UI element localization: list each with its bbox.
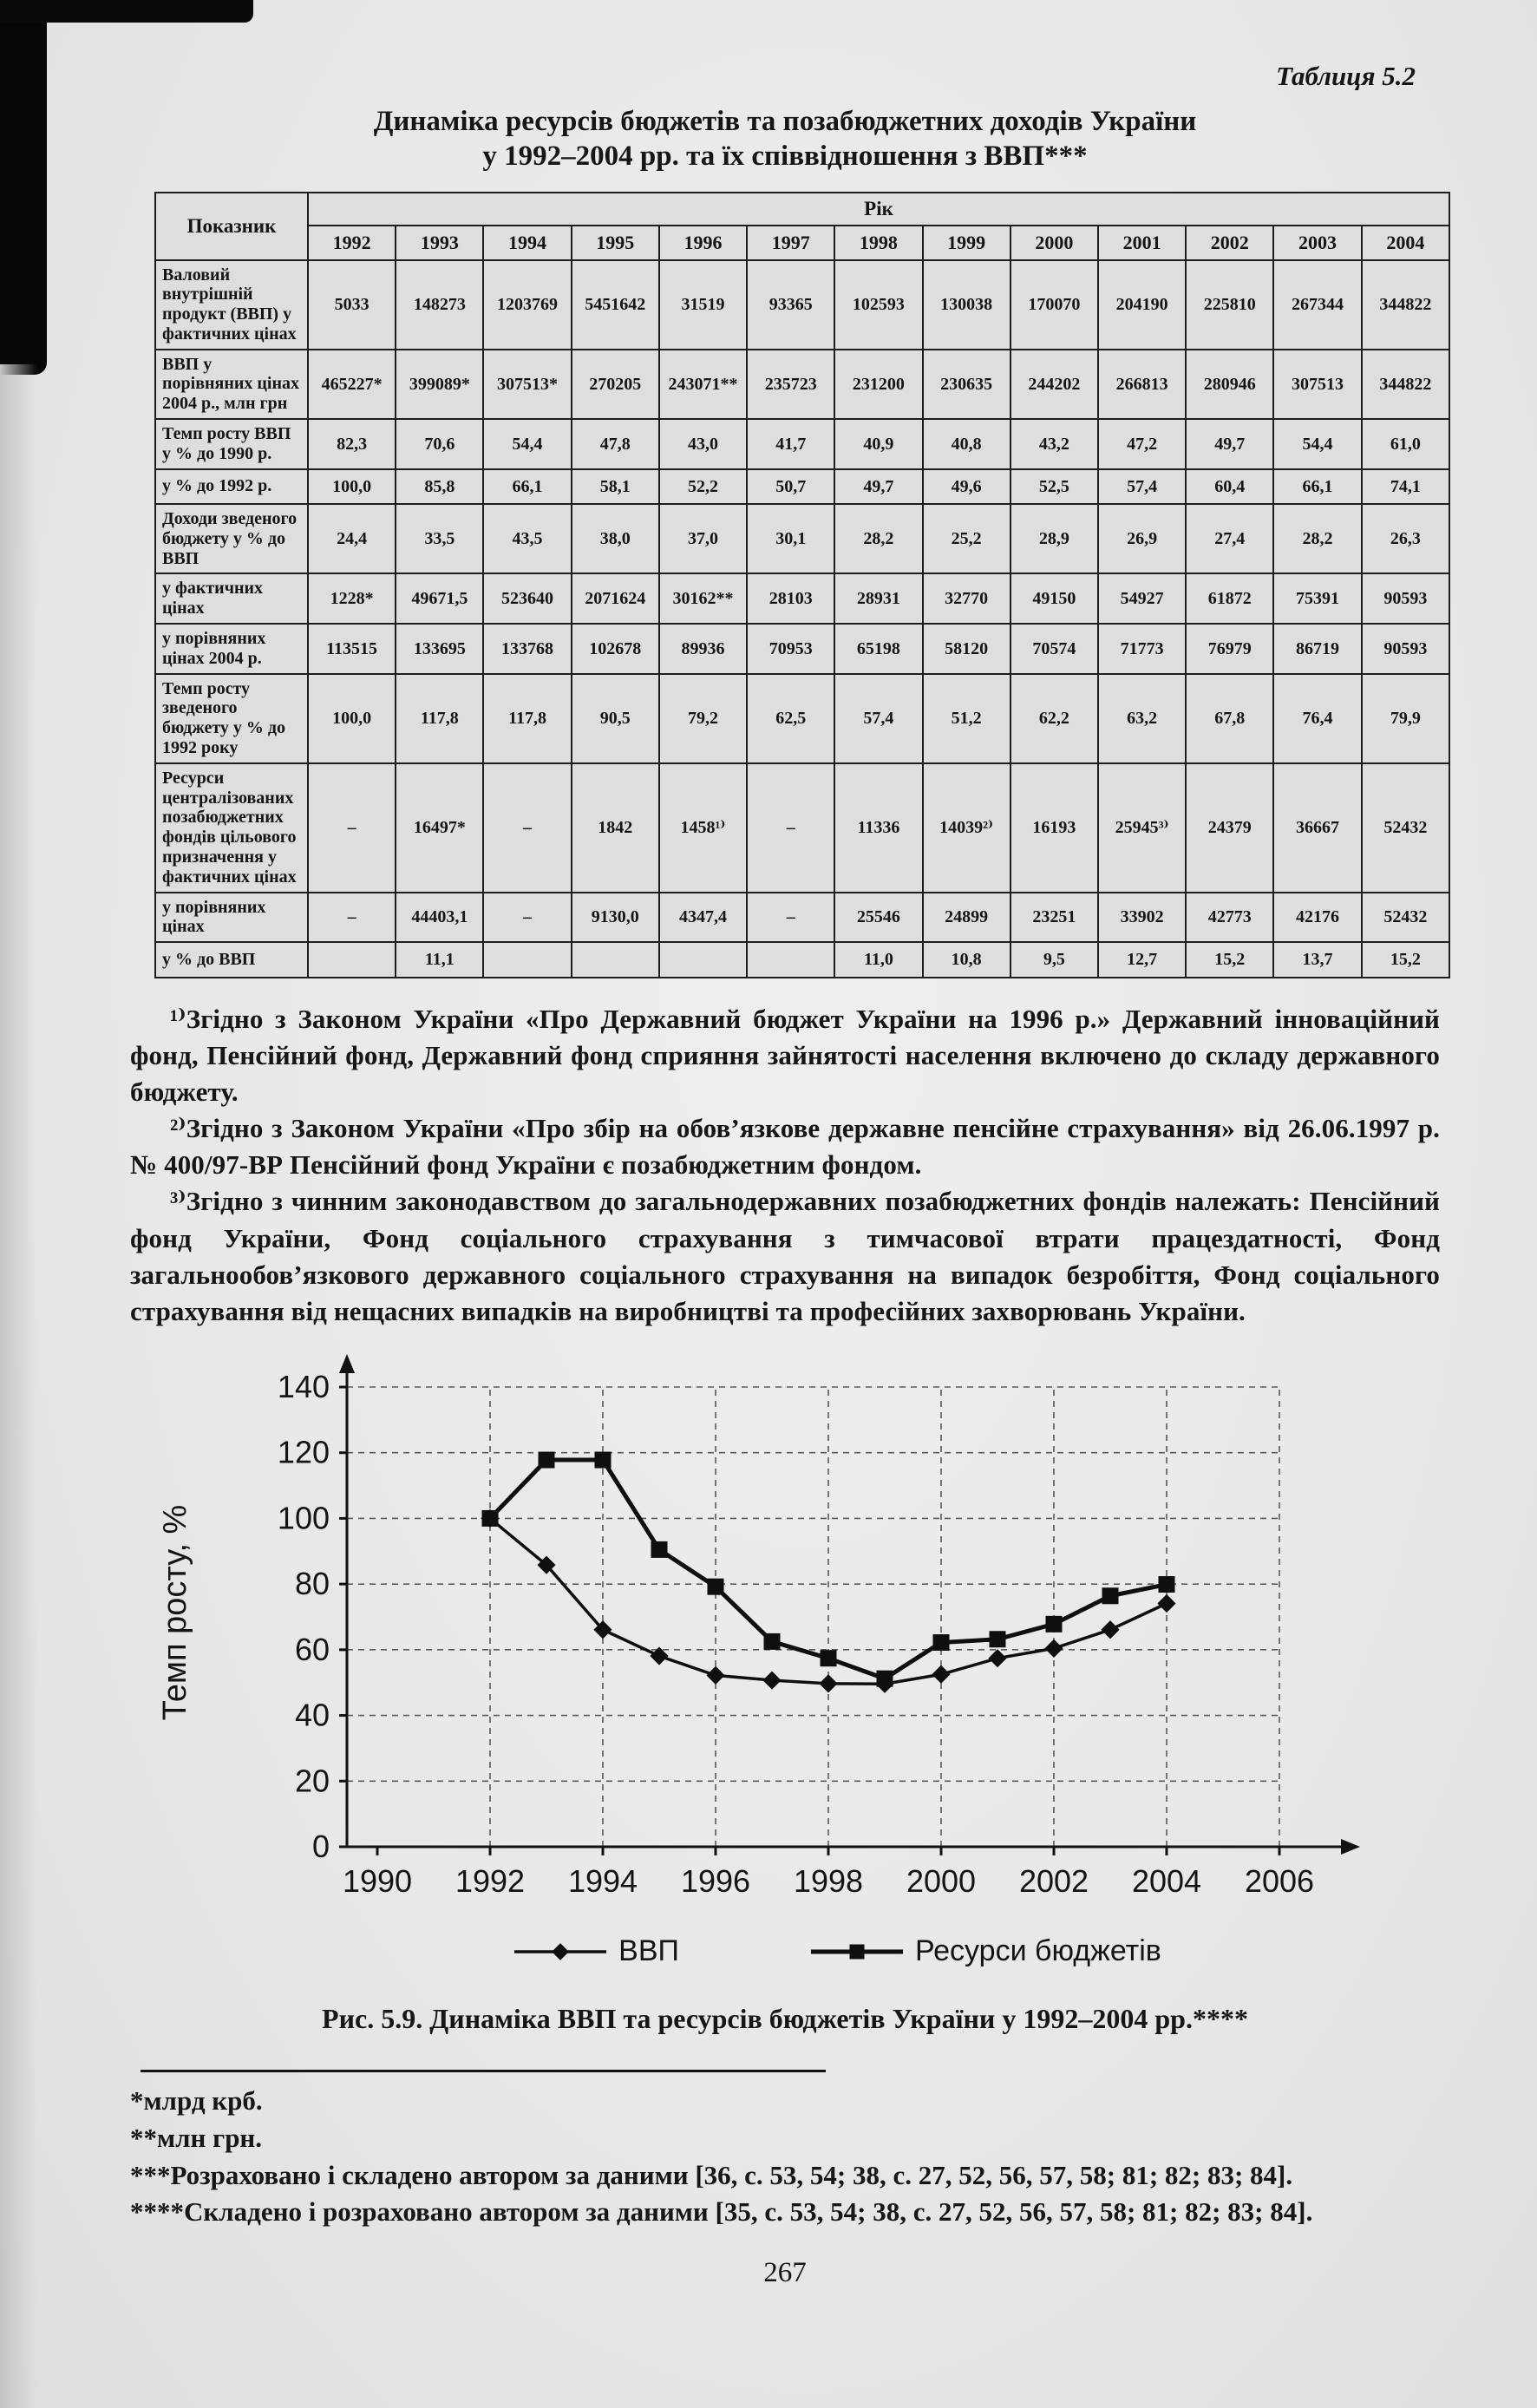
table-cell: 43,0 (659, 419, 747, 469)
table-cell: 90593 (1362, 573, 1449, 624)
row-label: у % до 1992 р. (155, 469, 308, 504)
table-cell: 86719 (1273, 624, 1361, 674)
table-cell: 9,5 (1010, 942, 1098, 977)
table-cell: 82,3 (308, 419, 396, 469)
table-cell: 41,7 (747, 419, 834, 469)
table-cell: 1228* (308, 573, 396, 624)
table-cell: 1842 (572, 763, 659, 893)
table-cell: 61872 (1186, 573, 1273, 624)
table-cell: 307513* (483, 350, 571, 419)
svg-text:60: 60 (294, 1631, 330, 1667)
year-header: 1999 (923, 226, 1010, 260)
table-cell: 133695 (396, 624, 483, 674)
svg-text:1992: 1992 (455, 1863, 526, 1899)
row-label: Темп росту зведеного бюджету у % до 1992 року (155, 674, 308, 763)
legend-label: ВВП (618, 1934, 679, 1967)
table-cell: – (747, 893, 834, 943)
table-cell (659, 942, 747, 977)
year-header: 1994 (483, 226, 571, 260)
table-cell: – (483, 763, 571, 893)
row-label: Валовий внутрішній продукт (ВВП) у фактичних цінах (155, 260, 308, 350)
svg-text:1994: 1994 (567, 1863, 638, 1899)
table-cell: 280946 (1186, 350, 1273, 419)
chart-tick-labels (157, 1369, 1314, 1899)
footnote-paragraph-2: ²⁾Згідно з Законом України «Про збір на обов’язкове державне пенсійне страхування» від 26.06.1997 р. № 400/97-ВР Пенсійний фонд України є позабюджетним фондом. (130, 1113, 1440, 1181)
table-title (130, 104, 1440, 174)
table-row (155, 674, 1449, 763)
table-header-indicator: Показник (155, 193, 308, 260)
table-cell (572, 942, 659, 977)
table-cell: 230635 (923, 350, 1010, 419)
table-cell: 90593 (1362, 624, 1449, 674)
table-cell: 85,8 (396, 469, 483, 504)
table-cell: 32770 (923, 573, 1010, 624)
table-cell: 243071** (659, 350, 747, 419)
year-header: 1995 (572, 226, 659, 260)
svg-text:2004: 2004 (1131, 1863, 1202, 1899)
table-cell: 79,2 (659, 674, 747, 763)
table-cell: 74,1 (1362, 469, 1449, 504)
table-cell: 170070 (1010, 260, 1098, 350)
table-cell: 75391 (1273, 573, 1361, 624)
table-cell: 44403,1 (396, 893, 483, 943)
table-cell: 14039²⁾ (923, 763, 1010, 893)
table-cell: 133768 (483, 624, 571, 674)
svg-text:2006: 2006 (1244, 1863, 1315, 1899)
table-cell: – (747, 763, 834, 893)
table-cell: 307513 (1273, 350, 1361, 419)
table-footnotes (130, 1001, 1440, 1330)
table-cell: 63,2 (1098, 674, 1186, 763)
svg-text:1998: 1998 (793, 1863, 864, 1899)
table-cell: 30,1 (747, 504, 834, 573)
page-footnotes (130, 2083, 1440, 2231)
table-row (155, 419, 1449, 469)
data-table (154, 192, 1450, 978)
table-number-label: Таблиця 5.2 (1276, 61, 1416, 91)
legend-item (513, 1934, 679, 1968)
table-cell: 47,8 (572, 419, 659, 469)
table-cell: 113515 (308, 624, 396, 674)
year-header: 1992 (308, 226, 396, 260)
table-cell: 49,7 (834, 469, 922, 504)
table-cell: 26,9 (1098, 504, 1186, 573)
row-label: у фактичних цінах (155, 573, 308, 624)
table-cell: 117,8 (396, 674, 483, 763)
table-header-year: Рік (308, 193, 1449, 226)
table-cell: 67,8 (1186, 674, 1273, 763)
table-cell: 58120 (923, 624, 1010, 674)
table-cell: 52,5 (1010, 469, 1098, 504)
table-cell: 66,1 (483, 469, 571, 504)
table-row (155, 763, 1449, 893)
table-cell: 5033 (308, 260, 396, 350)
table-cell: 42773 (1186, 893, 1273, 943)
table-cell: 270205 (572, 350, 659, 419)
year-header: 2002 (1186, 226, 1273, 260)
table-cell: 344822 (1362, 350, 1449, 419)
table-cell: 266813 (1098, 350, 1186, 419)
table-cell: 465227* (308, 350, 396, 419)
table-cell: 52432 (1362, 893, 1449, 943)
table-cell: 24379 (1186, 763, 1273, 893)
table-cell: 28103 (747, 573, 834, 624)
table-cell (483, 942, 571, 977)
table-cell: 523640 (483, 573, 571, 624)
table-cell: 11,1 (396, 942, 483, 977)
table-cell: 244202 (1010, 350, 1098, 419)
table-cell: 40,8 (923, 419, 1010, 469)
row-label: Ресурси централізованих позабюджетних фондів цільового призначення у фактичних цінах (155, 763, 308, 893)
table-cell: 15,2 (1362, 942, 1449, 977)
table-title-line1: Динаміка ресурсів бюджетів та позабюджетних доходів України (373, 106, 1197, 137)
table-cell: 40,9 (834, 419, 922, 469)
y-axis-label: Темп росту, % (157, 1504, 193, 1721)
chart-legend (234, 1934, 1440, 1968)
table-cell: 49,7 (1186, 419, 1273, 469)
table-cell: 15,2 (1186, 942, 1273, 977)
table-cell: 52,2 (659, 469, 747, 504)
table-cell: 12,7 (1098, 942, 1186, 977)
table-cell: 4347,4 (659, 893, 747, 943)
svg-text:120: 120 (277, 1434, 330, 1470)
table-cell: 36667 (1273, 763, 1361, 893)
footnote-separator (141, 2070, 826, 2072)
table-cell: 52432 (1362, 763, 1449, 893)
svg-text:20: 20 (294, 1763, 330, 1799)
table-cell: 49671,5 (396, 573, 483, 624)
table-cell: 24899 (923, 893, 1010, 943)
table-cell: 28,2 (1273, 504, 1361, 573)
figure-caption: Рис. 5.9. Динаміка ВВП та ресурсів бюджетів України у 1992–2004 рр.**** (322, 2003, 1248, 2034)
table-cell: 117,8 (483, 674, 571, 763)
table-cell: 231200 (834, 350, 922, 419)
year-header: 1996 (659, 226, 747, 260)
year-header: 1998 (834, 226, 922, 260)
svg-text:100: 100 (277, 1500, 330, 1536)
row-label: Доходи зведеного бюджету у % до ВВП (155, 504, 308, 573)
table-cell: 33,5 (396, 504, 483, 573)
table-cell: 1458¹⁾ (659, 763, 747, 893)
table-cell: 25546 (834, 893, 922, 943)
table-cell: 25,2 (923, 504, 1010, 573)
year-header: 2003 (1273, 226, 1361, 260)
table-cell: 66,1 (1273, 469, 1361, 504)
table-cell: 9130,0 (572, 893, 659, 943)
table-cell: 60,4 (1186, 469, 1273, 504)
svg-text:40: 40 (294, 1697, 330, 1733)
row-label: у порівняних цінах (155, 893, 308, 943)
year-header: 2004 (1362, 226, 1449, 260)
table-row (155, 260, 1449, 350)
table-cell (747, 942, 834, 977)
year-header: 1997 (747, 226, 834, 260)
table-cell: 79,9 (1362, 674, 1449, 763)
row-label: у % до ВВП (155, 942, 308, 977)
table-cell: 28931 (834, 573, 922, 624)
table-row (155, 893, 1449, 943)
table-cell: 102678 (572, 624, 659, 674)
table-cell: 70,6 (396, 419, 483, 469)
legend-label: Ресурси бюджетів (914, 1934, 1161, 1967)
table-cell: 100,0 (308, 674, 396, 763)
table-cell: 130038 (923, 260, 1010, 350)
table-cell: 13,7 (1273, 942, 1361, 977)
page-number: 267 (763, 2257, 807, 2289)
legend-square-marker-icon (809, 1939, 906, 1965)
table-cell: 5451642 (572, 260, 659, 350)
table-cell: 49,6 (923, 469, 1010, 504)
table-row (155, 469, 1449, 504)
table-cell: – (308, 763, 396, 893)
table-cell: 31519 (659, 260, 747, 350)
table-cell: 2071624 (572, 573, 659, 624)
table-cell: 76979 (1186, 624, 1273, 674)
svg-text:0: 0 (311, 1829, 330, 1864)
table-cell: 76,4 (1273, 674, 1361, 763)
table-cell: 25945³⁾ (1098, 763, 1186, 893)
table-cell: 235723 (747, 350, 834, 419)
table-cell: 204190 (1098, 260, 1186, 350)
table-head (155, 193, 1449, 260)
row-label: у порівняних цінах 2004 р. (155, 624, 308, 674)
table-cell: 43,5 (483, 504, 571, 573)
footnote-line-3: ***Розраховано і складено автором за даними [36, с. 53, 54; 38, с. 27, 52, 56, 57, 58; 81; 82; 83; 84]. (130, 2159, 1293, 2190)
year-header: 1993 (396, 226, 483, 260)
table-cell: 70574 (1010, 624, 1098, 674)
table-cell: 38,0 (572, 504, 659, 573)
table-cell: 90,5 (572, 674, 659, 763)
legend-diamond-marker-icon (513, 1939, 610, 1965)
table-cell (308, 942, 396, 977)
table-cell: 42176 (1273, 893, 1361, 943)
table-cell: 93365 (747, 260, 834, 350)
table-row (155, 573, 1449, 624)
table-row (155, 504, 1449, 573)
table-cell: – (308, 893, 396, 943)
svg-text:80: 80 (294, 1566, 330, 1602)
table-cell: 28,2 (834, 504, 922, 573)
table-cell: 27,4 (1186, 504, 1273, 573)
table-cell: 89936 (659, 624, 747, 674)
chart-svg (130, 1352, 1396, 1925)
year-header: 2001 (1098, 226, 1186, 260)
table-cell: 61,0 (1362, 419, 1449, 469)
table-cell: 399089* (396, 350, 483, 419)
figure-chart (130, 1352, 1440, 1968)
table-cell: 344822 (1362, 260, 1449, 350)
table-cell: 30162** (659, 573, 747, 624)
table-cell: 225810 (1186, 260, 1273, 350)
table-title-line2: у 1992–2004 рр. та їх співвідношення з ВВП*** (482, 141, 1088, 173)
legend-item (809, 1934, 1161, 1968)
table-cell: 57,4 (1098, 469, 1186, 504)
table-cell: 102593 (834, 260, 922, 350)
table-cell: 54,4 (483, 419, 571, 469)
table-cell: 54,4 (1273, 419, 1361, 469)
footnote-paragraph-3: ³⁾Згідно з чинним законодавством до загальнодержавних позабюджетних фондів належать: Пенсійний фонд України, Фонд соціального страхування з тимчасової втрати працездатності, Фонд загальнообов’язкового державного соціального страхування на випадок безробіття, Фонд соціального страхування від нещасних випадків на виробництві та професійних захворювань України. (130, 1186, 1440, 1326)
table-cell: 11336 (834, 763, 922, 893)
table-cell: 50,7 (747, 469, 834, 504)
svg-text:2000: 2000 (906, 1863, 977, 1899)
footnote-line-4: ****Складено і розраховано автором за даними [35, с. 53, 54; 38, с. 27, 52, 56, 57, 58; 81; 82; 83; 84]. (130, 2196, 1313, 2228)
table-cell: 267344 (1273, 260, 1361, 350)
table-cell: 62,5 (747, 674, 834, 763)
table-cell: 47,2 (1098, 419, 1186, 469)
svg-text:1990: 1990 (342, 1863, 413, 1899)
table-cell: 37,0 (659, 504, 747, 573)
footnote-line-2: **млн грн. (130, 2122, 263, 2153)
table-cell: 58,1 (572, 469, 659, 504)
chart-axes (339, 1354, 1360, 1855)
svg-text:2002: 2002 (1018, 1863, 1089, 1899)
table-cell: 49150 (1010, 573, 1098, 624)
table-row (155, 624, 1449, 674)
table-cell: 51,2 (923, 674, 1010, 763)
table-row (155, 942, 1449, 977)
table-cell: 43,2 (1010, 419, 1098, 469)
table-cell: 16193 (1010, 763, 1098, 893)
svg-text:140: 140 (277, 1369, 330, 1404)
table-cell: 57,4 (834, 674, 922, 763)
year-header: 2000 (1010, 226, 1098, 260)
table-cell: 148273 (396, 260, 483, 350)
footnote-paragraph-1: ¹⁾Згідно з Законом України «Про Державний бюджет України на 1996 р.» Державний інноваційний фонд, Пенсійний фонд, Державний фонд сприяння зайнятості населення включено до складу державного бюджету. (130, 1003, 1440, 1107)
table-cell: 54927 (1098, 573, 1186, 624)
table-row (155, 350, 1449, 419)
table-cell: 28,9 (1010, 504, 1098, 573)
row-label: ВВП у порівняних цінах 2004 р., млн грн (155, 350, 308, 419)
table-cell: 70953 (747, 624, 834, 674)
table-cell: – (483, 893, 571, 943)
table-cell: 1203769 (483, 260, 571, 350)
table-cell: 23251 (1010, 893, 1098, 943)
table-cell: 10,8 (923, 942, 1010, 977)
table-body (155, 260, 1449, 978)
row-label: Темп росту ВВП у % до 1990 р. (155, 419, 308, 469)
table-cell: 100,0 (308, 469, 396, 504)
table-cell: 24,4 (308, 504, 396, 573)
series-line (482, 1452, 1175, 1687)
footnote-line-1: *млрд крб. (130, 2085, 263, 2116)
table-cell: 71773 (1098, 624, 1186, 674)
table-cell: 33902 (1098, 893, 1186, 943)
table-cell: 16497* (396, 763, 483, 893)
table-cell: 65198 (834, 624, 922, 674)
table-cell: 26,3 (1362, 504, 1449, 573)
table-cell: 62,2 (1010, 674, 1098, 763)
svg-text:1996: 1996 (680, 1863, 751, 1899)
table-cell: 11,0 (834, 942, 922, 977)
